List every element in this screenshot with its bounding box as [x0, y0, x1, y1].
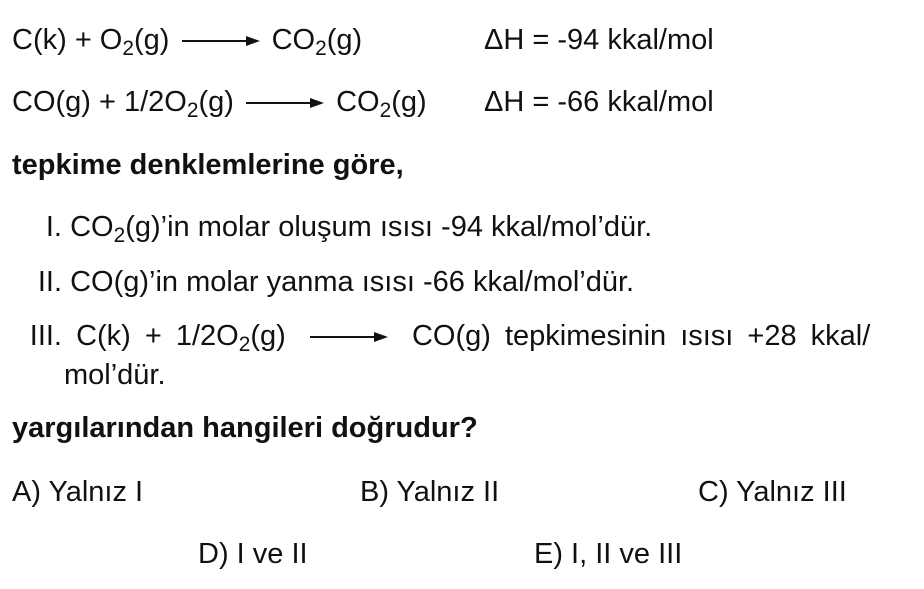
- question-text: yargılarından hangileri doğrudur?: [12, 412, 478, 444]
- reaction-2-lhs-text: CO(g) + 1/2O: [12, 86, 187, 118]
- statement-3-number: III.: [29, 320, 62, 352]
- option-d[interactable]: D) I ve II: [198, 538, 308, 570]
- statement-3-lhs-text: C(k) + 1/2O: [76, 320, 239, 352]
- option-a[interactable]: A) Yalnız I: [12, 476, 144, 508]
- reaction-2-rhs-text: CO: [336, 86, 380, 118]
- statement-3-text: CO(g) tepkimesinin ısısı +28 kkal/: [411, 320, 871, 352]
- reaction-arrow-icon: [182, 35, 260, 47]
- reaction-1-rhs-state: (g): [326, 24, 363, 56]
- statement-1-text-a: CO: [70, 211, 114, 243]
- statement-2-text: CO(g)’in molar yanma ısısı -66 kkal/mol’dür.: [70, 266, 635, 298]
- statement-2-number: II.: [37, 266, 62, 298]
- statement-1: [12, 209, 652, 245]
- reaction-arrow-icon: [246, 97, 324, 109]
- intro-text: tepkime denklemlerine göre,: [12, 149, 404, 181]
- statement-1-number: I.: [45, 211, 62, 243]
- option-c[interactable]: C) Yalnız III: [698, 476, 847, 508]
- statement-3: [12, 318, 870, 354]
- reaction-1-lhs-text: C(k) + O: [12, 24, 123, 56]
- statement-3-subscript: 2: [238, 332, 251, 356]
- reaction-2-enthalpy: ΔH = -66 kkal/mol: [484, 86, 714, 118]
- statement-1-subscript: 2: [113, 223, 126, 247]
- statement-2: [12, 264, 634, 300]
- reaction-2: [12, 84, 427, 120]
- reaction-1-enthalpy: ΔH = -94 kkal/mol: [484, 24, 714, 56]
- reaction-1-rhs-subscript: 2: [315, 36, 327, 60]
- reaction-1-lhs-state: (g): [134, 24, 170, 56]
- option-b[interactable]: B) Yalnız II: [360, 476, 500, 508]
- statement-3-continuation: mol’dür.: [64, 359, 166, 391]
- reaction-2-lhs-state: (g): [198, 86, 234, 118]
- statement-3-lhs-state: (g): [250, 320, 286, 352]
- reaction-1: [12, 22, 362, 58]
- reaction-1-lhs-subscript: 2: [122, 36, 134, 60]
- statement-1-text-b: (g)’in molar oluşum ısısı -94 kkal/mol’dür.: [125, 211, 653, 243]
- reaction-2-lhs-subscript: 2: [186, 98, 199, 122]
- reaction-arrow-icon: [310, 331, 388, 343]
- option-e[interactable]: E) I, II ve III: [534, 538, 683, 570]
- reaction-1-rhs-text: CO: [271, 24, 316, 56]
- reaction-2-rhs-state: (g): [391, 86, 427, 118]
- reaction-2-rhs-subscript: 2: [379, 98, 392, 122]
